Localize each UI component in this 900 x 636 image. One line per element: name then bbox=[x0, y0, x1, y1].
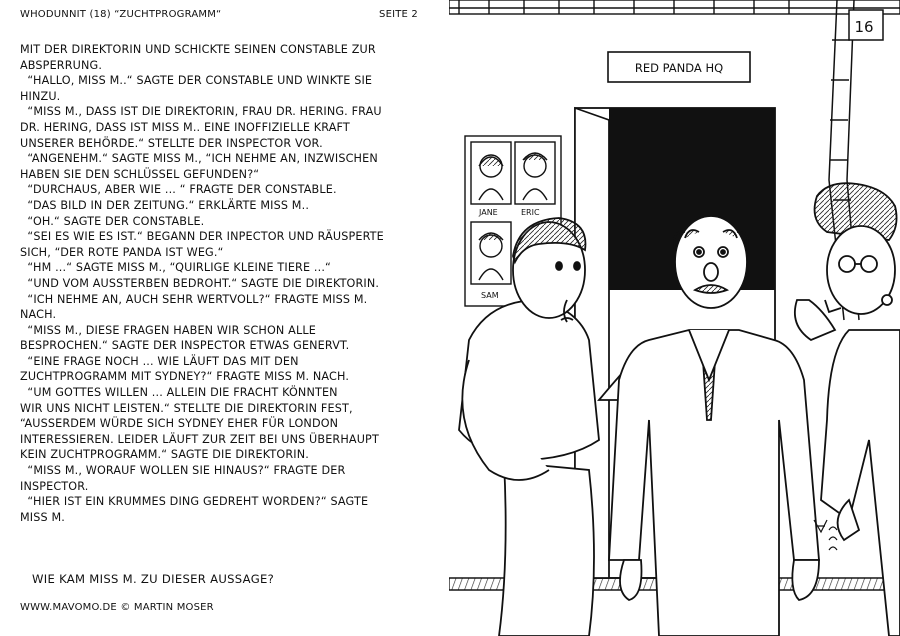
photo-label-sam: SAM bbox=[481, 291, 499, 300]
page-number: SEITE 2 bbox=[379, 9, 418, 20]
story-line: “HM ...“ SAGTE MISS M., “QUIRLIGE KLEINE TIERE ...“ bbox=[20, 261, 331, 275]
riddle-question: WIE KAM MISS M. ZU DIESER AUSSAGE? bbox=[32, 572, 275, 586]
story-line: ZUCHTPROGRAMM MIT SYDNEY?“ FRAGTE MISS M. NACH. bbox=[20, 370, 350, 384]
story-line: “HIER IST EIN KRUMMES DING GEDREHT WORDEN?“ SAGTE bbox=[20, 495, 369, 509]
story-line: “ANGENEHM.“ SAGTE MISS M., “ICH NEHME AN, INZWISCHEN bbox=[20, 152, 378, 166]
story-line: “DAS BILD IN DER ZEITUNG.“ ERKLÄRTE MISS M.. bbox=[20, 198, 310, 212]
story-line: “EINE FRAGE NOCH ... WIE LÄUFT DAS MIT DEN bbox=[20, 354, 299, 368]
story-title: WHODUNNIT (18) “ZUCHTPROGRAMM“ bbox=[20, 9, 222, 20]
story-text bbox=[20, 42, 430, 525]
story-line: KEIN ZUCHTPROGRAMM.“ SAGTE DIE DIREKTORIN. bbox=[20, 448, 309, 462]
story-line: ABSPERRUNG. bbox=[20, 58, 103, 72]
comic-panel bbox=[449, 0, 900, 636]
story-line: BESPROCHEN.“ SAGTE DER INSPECTOR ETWAS GENERVT. bbox=[20, 339, 350, 353]
story-line: “HALLO, MISS M..“ SAGTE DER CONSTABLE UND WINKTE SIE bbox=[20, 74, 373, 88]
photo-label-eric: ERIC bbox=[521, 208, 540, 217]
photo-label-jane: JANE bbox=[479, 208, 498, 217]
story-line: “DURCHAUS, ABER WIE ... “ FRAGTE DER CONSTABLE. bbox=[20, 183, 337, 197]
story-line: “ICH NEHME AN, AUCH SEHR WERTVOLL?“ FRAGTE MISS M. bbox=[20, 292, 368, 306]
page-header bbox=[20, 9, 418, 20]
story-line: HINZU. bbox=[20, 89, 61, 103]
story-line: INTERESSIEREN. LEIDER LÄUFT ZUR ZEIT BEI UNS ÜBERHAUPT bbox=[20, 432, 379, 446]
story-line: INSPECTOR. bbox=[20, 479, 89, 493]
story-line: “MISS M., DIESE FRAGEN HABEN WIR SCHON ALLE bbox=[20, 323, 316, 337]
story-line: “SEI ES WIE ES IST.“ BEGANN DER INPECTOR UND RÄUSPERTE bbox=[20, 230, 384, 244]
story-line: HABEN SIE DEN SCHLÜSSEL GEFUNDEN?“ bbox=[20, 167, 260, 181]
office-sign bbox=[608, 52, 750, 82]
story-line: UNSERER BEHÖRDE.“ STELLTE DER INSPECTOR VOR. bbox=[20, 136, 323, 150]
story-line: “UND VOM AUSSTERBEN BEDROHT.“ SAGTE DIE DIREKTORIN. bbox=[20, 276, 380, 290]
story-line: NACH. bbox=[20, 308, 57, 322]
story-line: SICH, “DER ROTE PANDA IST WEG.“ bbox=[20, 245, 224, 259]
story-line: “MISS M., DASS IST DIE DIREKTORIN, FRAU DR. HERING. FRAU bbox=[20, 105, 382, 119]
story-line: DR. HERING, DASS IST MISS M.. EINE INOFFIZIELLE KRAFT bbox=[20, 120, 350, 134]
text-panel bbox=[0, 0, 440, 636]
sign-label: RED PANDA HQ bbox=[634, 61, 724, 75]
story-line: WIR UNS NICHT LEISTEN.“ STELLTE DIE DIREKTORIN FEST, bbox=[20, 401, 353, 415]
story-line: “UM GOTTES WILLEN ... ALLEIN DIE FRACHT KÖNNTEN bbox=[20, 386, 338, 400]
story-line: “AUSSERDEM WÜRDE SICH SYDNEY EHER FÜR LONDON bbox=[20, 417, 339, 431]
roof-beams bbox=[449, 0, 900, 14]
room-number: 16 bbox=[854, 18, 874, 36]
story-line: “OH.“ SAGTE DER CONSTABLE. bbox=[20, 214, 205, 228]
story-line: MISS M. bbox=[20, 510, 65, 524]
story-line: MIT DER DIREKTORIN UND SCHICKTE SEINEN CONSTABLE ZUR bbox=[20, 43, 376, 56]
story-line: “MISS M., WORAUF WOLLEN SIE HINAUS?“ FRAGTE DER bbox=[20, 464, 346, 478]
comic-illustration bbox=[449, 0, 900, 636]
footer-credit: WWW.MAVOMO.DE © MARTIN MOSER bbox=[20, 602, 214, 613]
